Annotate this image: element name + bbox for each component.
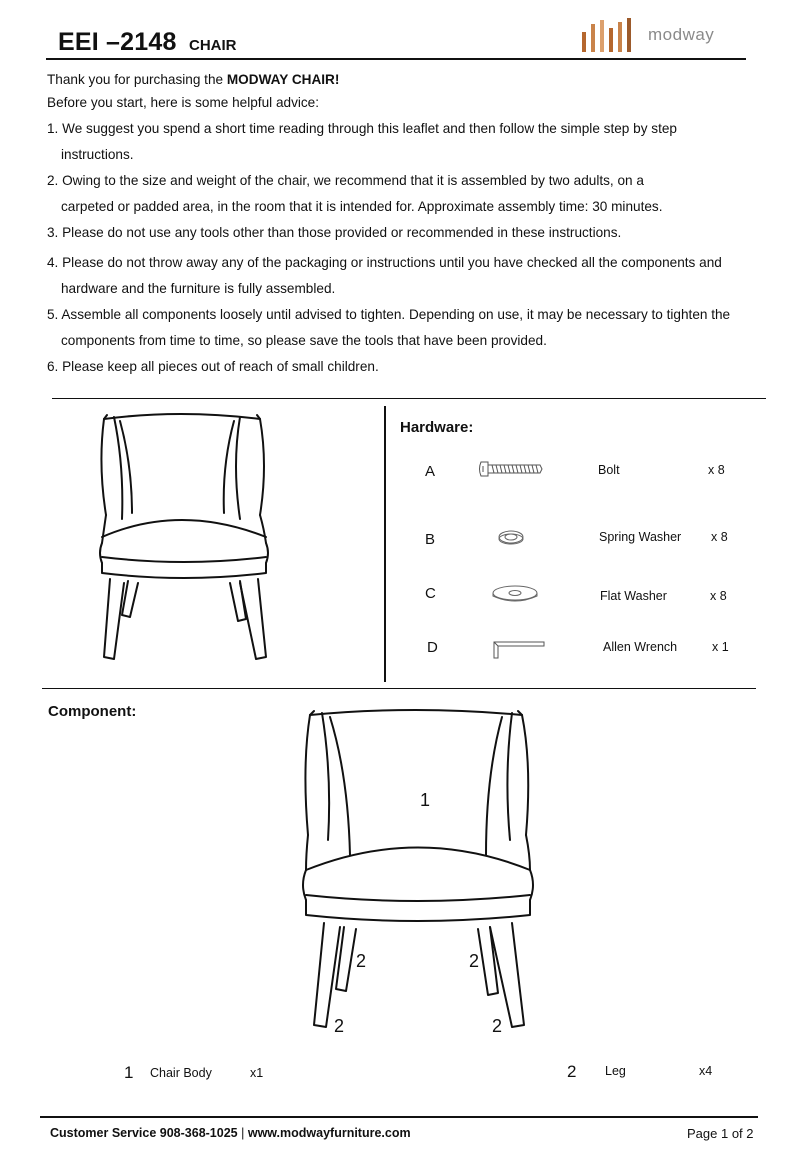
hardware-heading: Hardware: [400, 419, 474, 436]
page-number: Page 1 of 2 [687, 1126, 754, 1141]
bolt-icon [478, 459, 544, 479]
part-name: Leg [605, 1064, 626, 1078]
section-divider [384, 406, 386, 682]
customer-service [50, 1126, 411, 1140]
footer-rule [40, 1116, 758, 1118]
advice-line: components from time to time, so please save the tools that have been provided. [61, 333, 547, 348]
advice-line: 2. Owing to the size and weight of the chair, we recommend that it is assembled by two adults, on a [47, 173, 644, 188]
hardware-letter: D [427, 639, 438, 656]
hardware-name: Allen Wrench [603, 640, 678, 654]
brand-name: modway [648, 25, 715, 44]
diagram-label-leg: 2 [469, 951, 480, 971]
part-name: Chair Body [150, 1066, 212, 1080]
allen-wrench-icon [490, 636, 548, 662]
advice-line: 5. Assemble all components loosely until advised to tighten. Depending on use, it may be necessary to tighten the [47, 307, 731, 322]
website-link: www.modwayfurniture.com [247, 1126, 411, 1140]
part-number: 2 [567, 1062, 577, 1081]
section-rule-middle [42, 688, 756, 689]
footer-separator: | [241, 1126, 245, 1140]
diagram-label-leg: 2 [356, 951, 367, 971]
hardware-name: Spring Washer [599, 530, 682, 544]
advice-line: 1. We suggest you spend a short time reading through this leaflet and then follow the simple step by step [47, 121, 677, 136]
before-line: Before you start, here is some helpful advice: [47, 95, 320, 110]
section-rule-top [52, 398, 766, 399]
header-rule [46, 58, 746, 60]
hardware-qty: x 8 [711, 530, 728, 544]
advice-line: instructions. [61, 147, 134, 162]
service-phone: Customer Service 908-368-1025 [50, 1126, 238, 1140]
spring-washer-icon [496, 529, 526, 545]
part-number: 1 [124, 1063, 134, 1082]
model-number: EEI –2148 [58, 28, 177, 56]
part-qty: x1 [250, 1066, 264, 1080]
diagram-label-leg: 2 [492, 1016, 503, 1036]
thanks-line [47, 72, 339, 88]
hardware-qty: x 8 [710, 589, 727, 603]
diagram-label-leg: 2 [334, 1016, 345, 1036]
part-qty: x4 [699, 1064, 713, 1078]
hardware-qty: x 1 [712, 640, 729, 654]
hardware-letter: C [425, 585, 436, 602]
hardware-name: Bolt [598, 463, 620, 477]
hardware-qty: x 8 [708, 463, 725, 477]
thanks-prefix: Thank you for purchasing the [47, 72, 227, 87]
advice-line: carpeted or padded area, in the room that it is intended for. Approximate assembly time: 30 minutes. [61, 199, 663, 214]
advice-line: 6. Please keep all pieces out of reach of small children. [47, 359, 379, 374]
advice-line: 4. Please do not throw away any of the packaging or instructions until you have checked all the components and [47, 255, 722, 270]
chair-component-diagram [300, 705, 540, 1050]
diagram-label-body: 1 [420, 790, 431, 810]
thanks-product: MODWAY CHAIR! [226, 72, 340, 87]
hardware-name: Flat Washer [600, 589, 667, 603]
hardware-letter: B [425, 531, 436, 548]
flat-washer-icon [490, 584, 540, 604]
hardware-letter: A [425, 463, 436, 480]
advice-line: hardware and the furniture is fully assembled. [61, 281, 336, 296]
component-heading: Component: [48, 703, 137, 720]
advice-line: 3. Please do not use any tools other than those provided or recommended in these instructions. [47, 225, 622, 240]
product-type: CHAIR [189, 37, 237, 54]
chair-preview-illustration [90, 405, 290, 665]
